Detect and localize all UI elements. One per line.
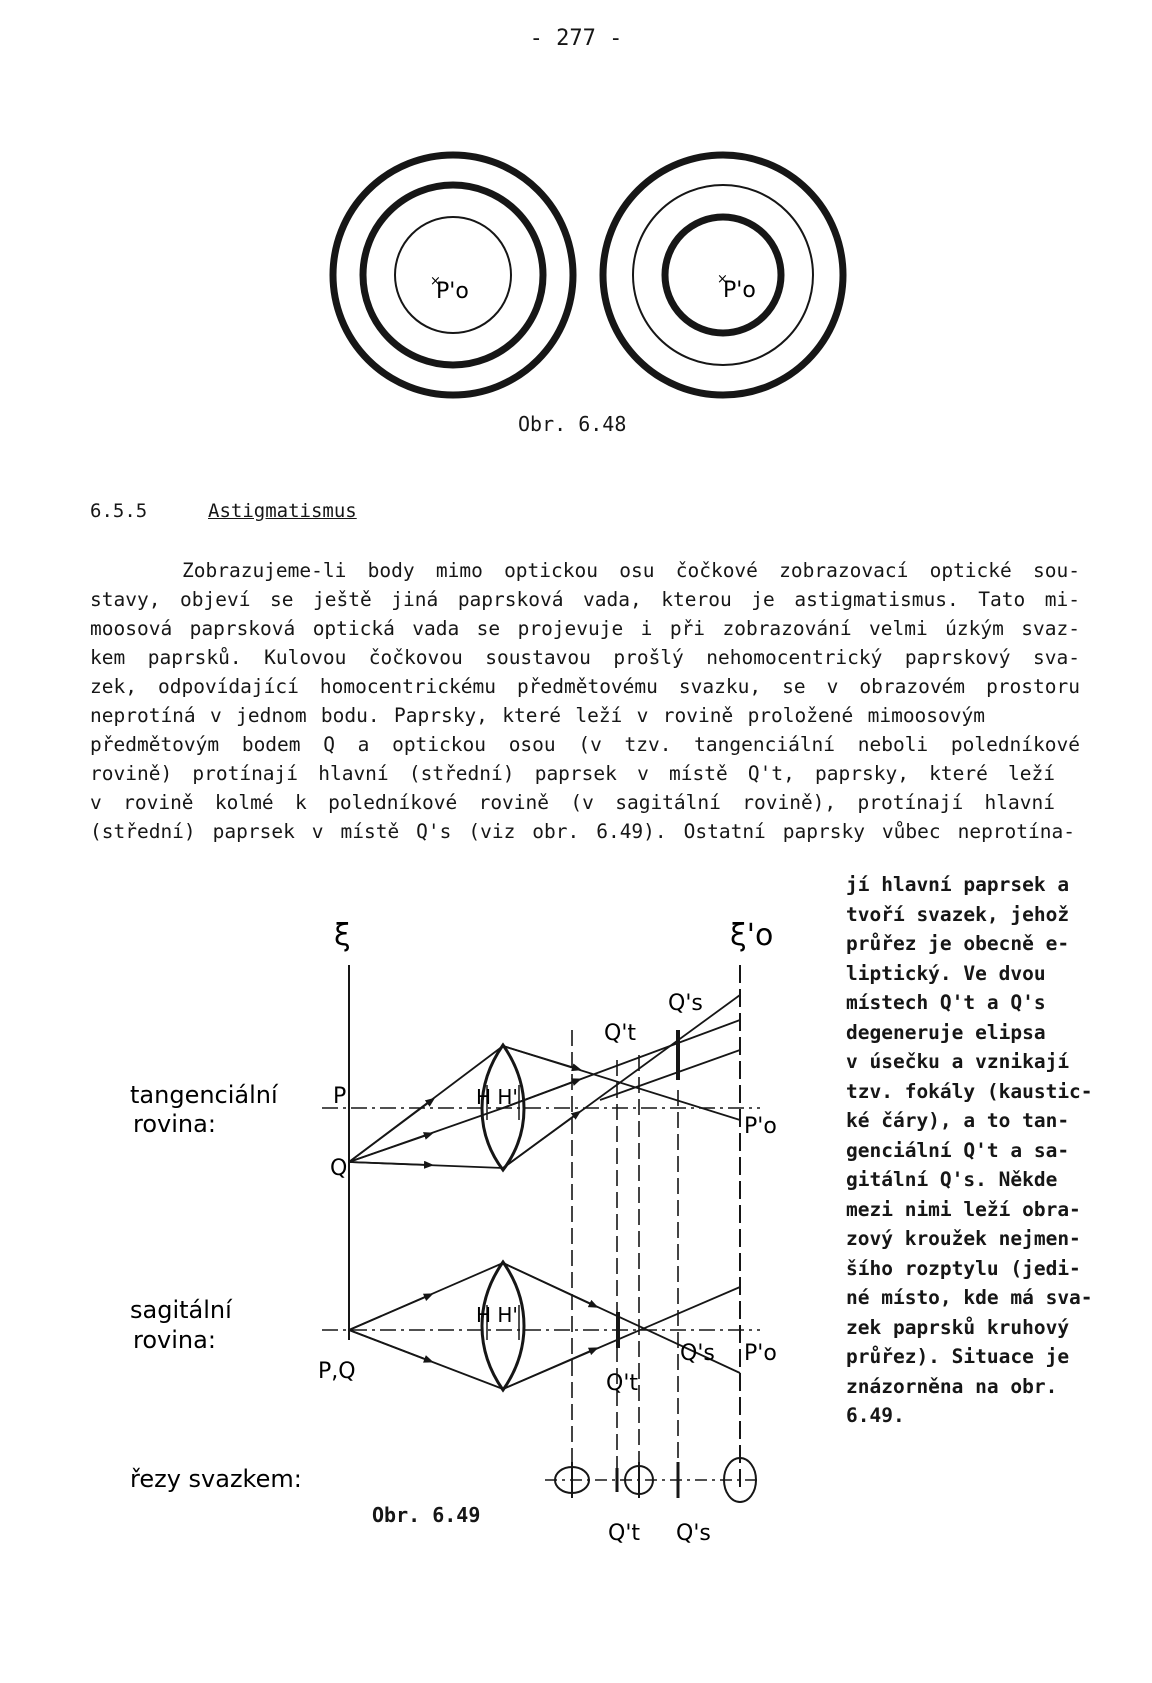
- side-line: mezi nimi leží obra-: [846, 1197, 1081, 1221]
- label-P: P: [333, 1084, 347, 1109]
- label-sagittal-2: rovina:: [133, 1326, 216, 1354]
- side-line: průřez). Situace je: [846, 1345, 1070, 1368]
- label-Qt-sagittal: Q't: [606, 1371, 638, 1396]
- page-number: - 277 -: [529, 26, 623, 51]
- side-line: genciální Q't a sa-: [846, 1138, 1070, 1162]
- point-label-left: P'o: [436, 279, 469, 304]
- xi0-label: ξ'o: [730, 918, 774, 953]
- section-number: 6.5.5: [90, 500, 148, 522]
- paragraph-line: stavy, objeví se ještě jiná paprsková vada, kterou je astigmatismus. Tato mi-: [90, 588, 1080, 611]
- label-Qs-sagittal: Q's: [680, 1341, 715, 1366]
- paragraph-line: neprotíná v jednom bodu. Paprsky, které leží v rovině proložené mimoosovým: [90, 704, 985, 727]
- bottom-label-Qt: Q't: [608, 1521, 640, 1546]
- paragraph-line: moosová paprsková optická vada se projevuje i při zobrazování velmi úzkým svaz-: [90, 617, 1080, 640]
- label-Qs-tangential: Q's: [668, 991, 703, 1016]
- cross-mark-right: ×: [717, 272, 728, 287]
- side-line: zek paprsků kruhový: [846, 1315, 1070, 1339]
- label-sagittal-1: sagitální: [130, 1296, 232, 1324]
- rays-tangential: [349, 995, 740, 1168]
- side-line: tvoří svazek, jehož: [846, 902, 1070, 926]
- label-HH-tangential: H H': [476, 1085, 518, 1109]
- paragraph-line: Zobrazujeme-li body mimo optickou osu čočkové zobrazovací optické sou-: [182, 559, 1080, 582]
- label-tangential-1: tangenciální: [130, 1081, 278, 1109]
- label-Qt-tangential: Q't: [604, 1021, 636, 1046]
- side-line: né místo, kde má sva-: [846, 1286, 1093, 1309]
- paragraph-line: kem paprsků. Kulovou čočkovou soustavou prošlý nehomocentrický paprskový sva-: [90, 646, 1080, 669]
- side-line: liptický. Ve dvou: [846, 961, 1046, 985]
- paragraph-line: zek, odpovídající homocentrickému předmětovému svazku, se v obrazovém prostoru: [90, 675, 1080, 698]
- rays-sagittal: [349, 1263, 740, 1389]
- side-line: místech Q't a Q's: [846, 991, 1046, 1014]
- paragraph-line: předmětovým bodem Q a optickou osou (v tzv. tangenciální neboli poledníkové: [90, 733, 1080, 756]
- side-line: průřez je obecně e-: [846, 932, 1070, 955]
- side-line: 6.49.: [846, 1404, 905, 1427]
- cross-mark-left: ×: [430, 274, 441, 289]
- figure-6-48-caption: Obr. 6.48: [518, 412, 627, 436]
- section-title: Astigmatismus: [208, 500, 357, 522]
- label-PQ: P,Q: [318, 1359, 356, 1384]
- label-P0-sagittal: P'o: [744, 1341, 777, 1366]
- side-line: degeneruje elipsa: [846, 1020, 1046, 1044]
- side-line: jí hlavní paprsek a: [846, 873, 1070, 896]
- paragraph-line: v rovině kolmé k poledníkové rovině (v sagitální rovině), protínají hlavní: [90, 791, 1055, 814]
- side-line: gitální Q's. Někde: [846, 1168, 1058, 1191]
- side-line: tzv. fokály (kaustic-: [846, 1079, 1093, 1103]
- xi-label: ξ: [334, 918, 351, 953]
- paragraph-line: (střední) paprsek v místě Q's (viz obr. 6.49). Ostatní paprsky vůbec neprotína-: [90, 820, 1075, 843]
- side-line: šího rozptylu (jedi-: [846, 1256, 1081, 1280]
- side-line: znázorněna na obr.: [846, 1374, 1058, 1398]
- label-tangential-2: rovina:: [133, 1110, 216, 1138]
- side-line: ké čáry), a to tan-: [846, 1109, 1070, 1132]
- side-line: zový kroužek nejmen-: [846, 1227, 1081, 1250]
- label-sections: řezy svazkem:: [130, 1465, 302, 1493]
- side-line: v úsečku a vznikají: [846, 1050, 1070, 1073]
- point-label-right: P'o: [723, 278, 756, 303]
- bottom-label-Qs: Q's: [676, 1521, 711, 1546]
- figure-6-49-caption: Obr. 6.49: [372, 1503, 481, 1527]
- label-HH-sagittal: H H': [476, 1303, 518, 1327]
- label-Q: Q: [330, 1156, 348, 1181]
- paragraph-line: rovině) protínají hlavní (střední) paprsek v místě Q't, paprsky, které leží: [90, 762, 1055, 785]
- label-P0-tangential: P'o: [744, 1114, 777, 1139]
